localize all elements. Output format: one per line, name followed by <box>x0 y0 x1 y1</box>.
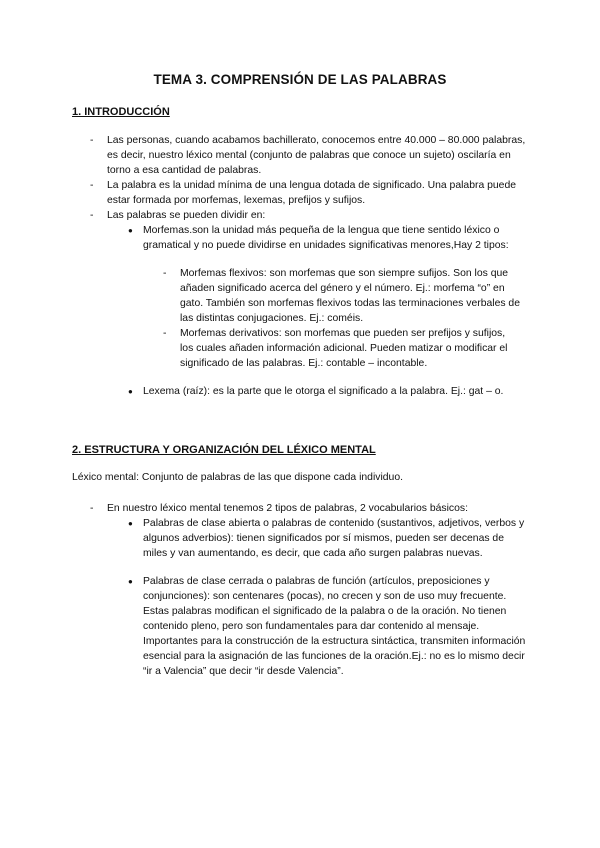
dash-marker: - <box>90 503 94 514</box>
bullet-marker: ● <box>128 519 133 528</box>
paragraph-lexico-cantidad: Las personas, cuando acabamos bachillerato, conocemos entre 40.000 – 80.000 palabras, es decir, nuestro léxico mental (conjunto de palabras que conoce un sujeto) oscilaría en torno a esa cantidad de palabras. <box>107 135 526 176</box>
bullet-marker: ● <box>128 387 133 396</box>
paragraph-division: Las palabras se pueden dividir en: <box>107 210 266 221</box>
paragraph-morfemas-derivativos: Morfemas derivativos: son morfemas que pueden ser prefijos y sufijos, los cuales añaden información adicional. Pueden matizar o modificar el significado de las palabras. Ej.: contable – incontable. <box>180 328 508 369</box>
bullet-marker: ● <box>128 226 133 235</box>
dash-marker: - <box>90 180 94 191</box>
dash-marker: - <box>90 210 94 221</box>
dash-marker: - <box>163 268 167 279</box>
paragraph-clase-cerrada: Palabras de clase cerrada o palabras de función (artículos, preposiciones y conjunciones): son centenares (pocas), no crecen y son de uso muy frecuente. Estas palabras modifican el significado de la palabra o de la oración. No tienen contenido pleno, pero son fundamentales para dar contenido al mensaje. Importantes para la construcción de la estructura sintáctica, transmiten información esencial para la asignación de las funciones de la oración.Ej.: no es lo mismo decir “ir a Valencia” que decir “ir desde Valencia”. <box>143 576 526 677</box>
bullet-marker: ● <box>128 577 133 586</box>
section-heading-introduccion: 1. INTRODUCCIÓN <box>72 106 170 118</box>
paragraph-clase-abierta: Palabras de clase abierta o palabras de contenido (sustantivos, adjetivos, verbos y algunos adverbios): tienen significados por sí mismos, pueden ser decenas de miles y van aumentando, es decir, que cada año surgen palabras nuevas. <box>143 518 525 559</box>
dash-marker: - <box>90 135 94 146</box>
paragraph-tipos-palabras: En nuestro léxico mental tenemos 2 tipos de palabras, 2 vocabularios básicos: <box>107 503 468 514</box>
paragraph-morfemas: Morfemas.son la unidad más pequeña de la lengua que tiene sentido léxico o gramatical y no puede dividirse en unidades significativas menores,Hay 2 tipos: <box>143 225 509 251</box>
dash-marker: - <box>163 328 167 339</box>
paragraph-lexico-mental: Léxico mental: Conjunto de palabras de las que dispone cada individuo. <box>72 472 403 483</box>
paragraph-lexema: Lexema (raíz): es la parte que le otorga el significado a la palabra. Ej.: gat – o. <box>143 386 504 397</box>
paragraph-palabra-definicion: La palabra es la unidad mínima de una lengua dotada de significado. Una palabra puede estar formada por morfemas, lexemas, prefijos y sufijos. <box>107 180 516 206</box>
paragraph-morfemas-flexivos: Morfemas flexivos: son morfemas que son siempre sufijos. Son los que añaden significado acerca del género y el número. Ej.: morfema “o” en gato. También son morfemas flexivos todas las terminaciones verbales de las distintas conjugaciones. Ej.: coméis. <box>180 268 520 324</box>
section-heading-estructura: 2. ESTRUCTURA Y ORGANIZACIÓN DEL LÉXICO MENTAL <box>72 444 376 456</box>
page-title: TEMA 3. COMPRENSIÓN DE LAS PALABRAS <box>153 72 447 87</box>
